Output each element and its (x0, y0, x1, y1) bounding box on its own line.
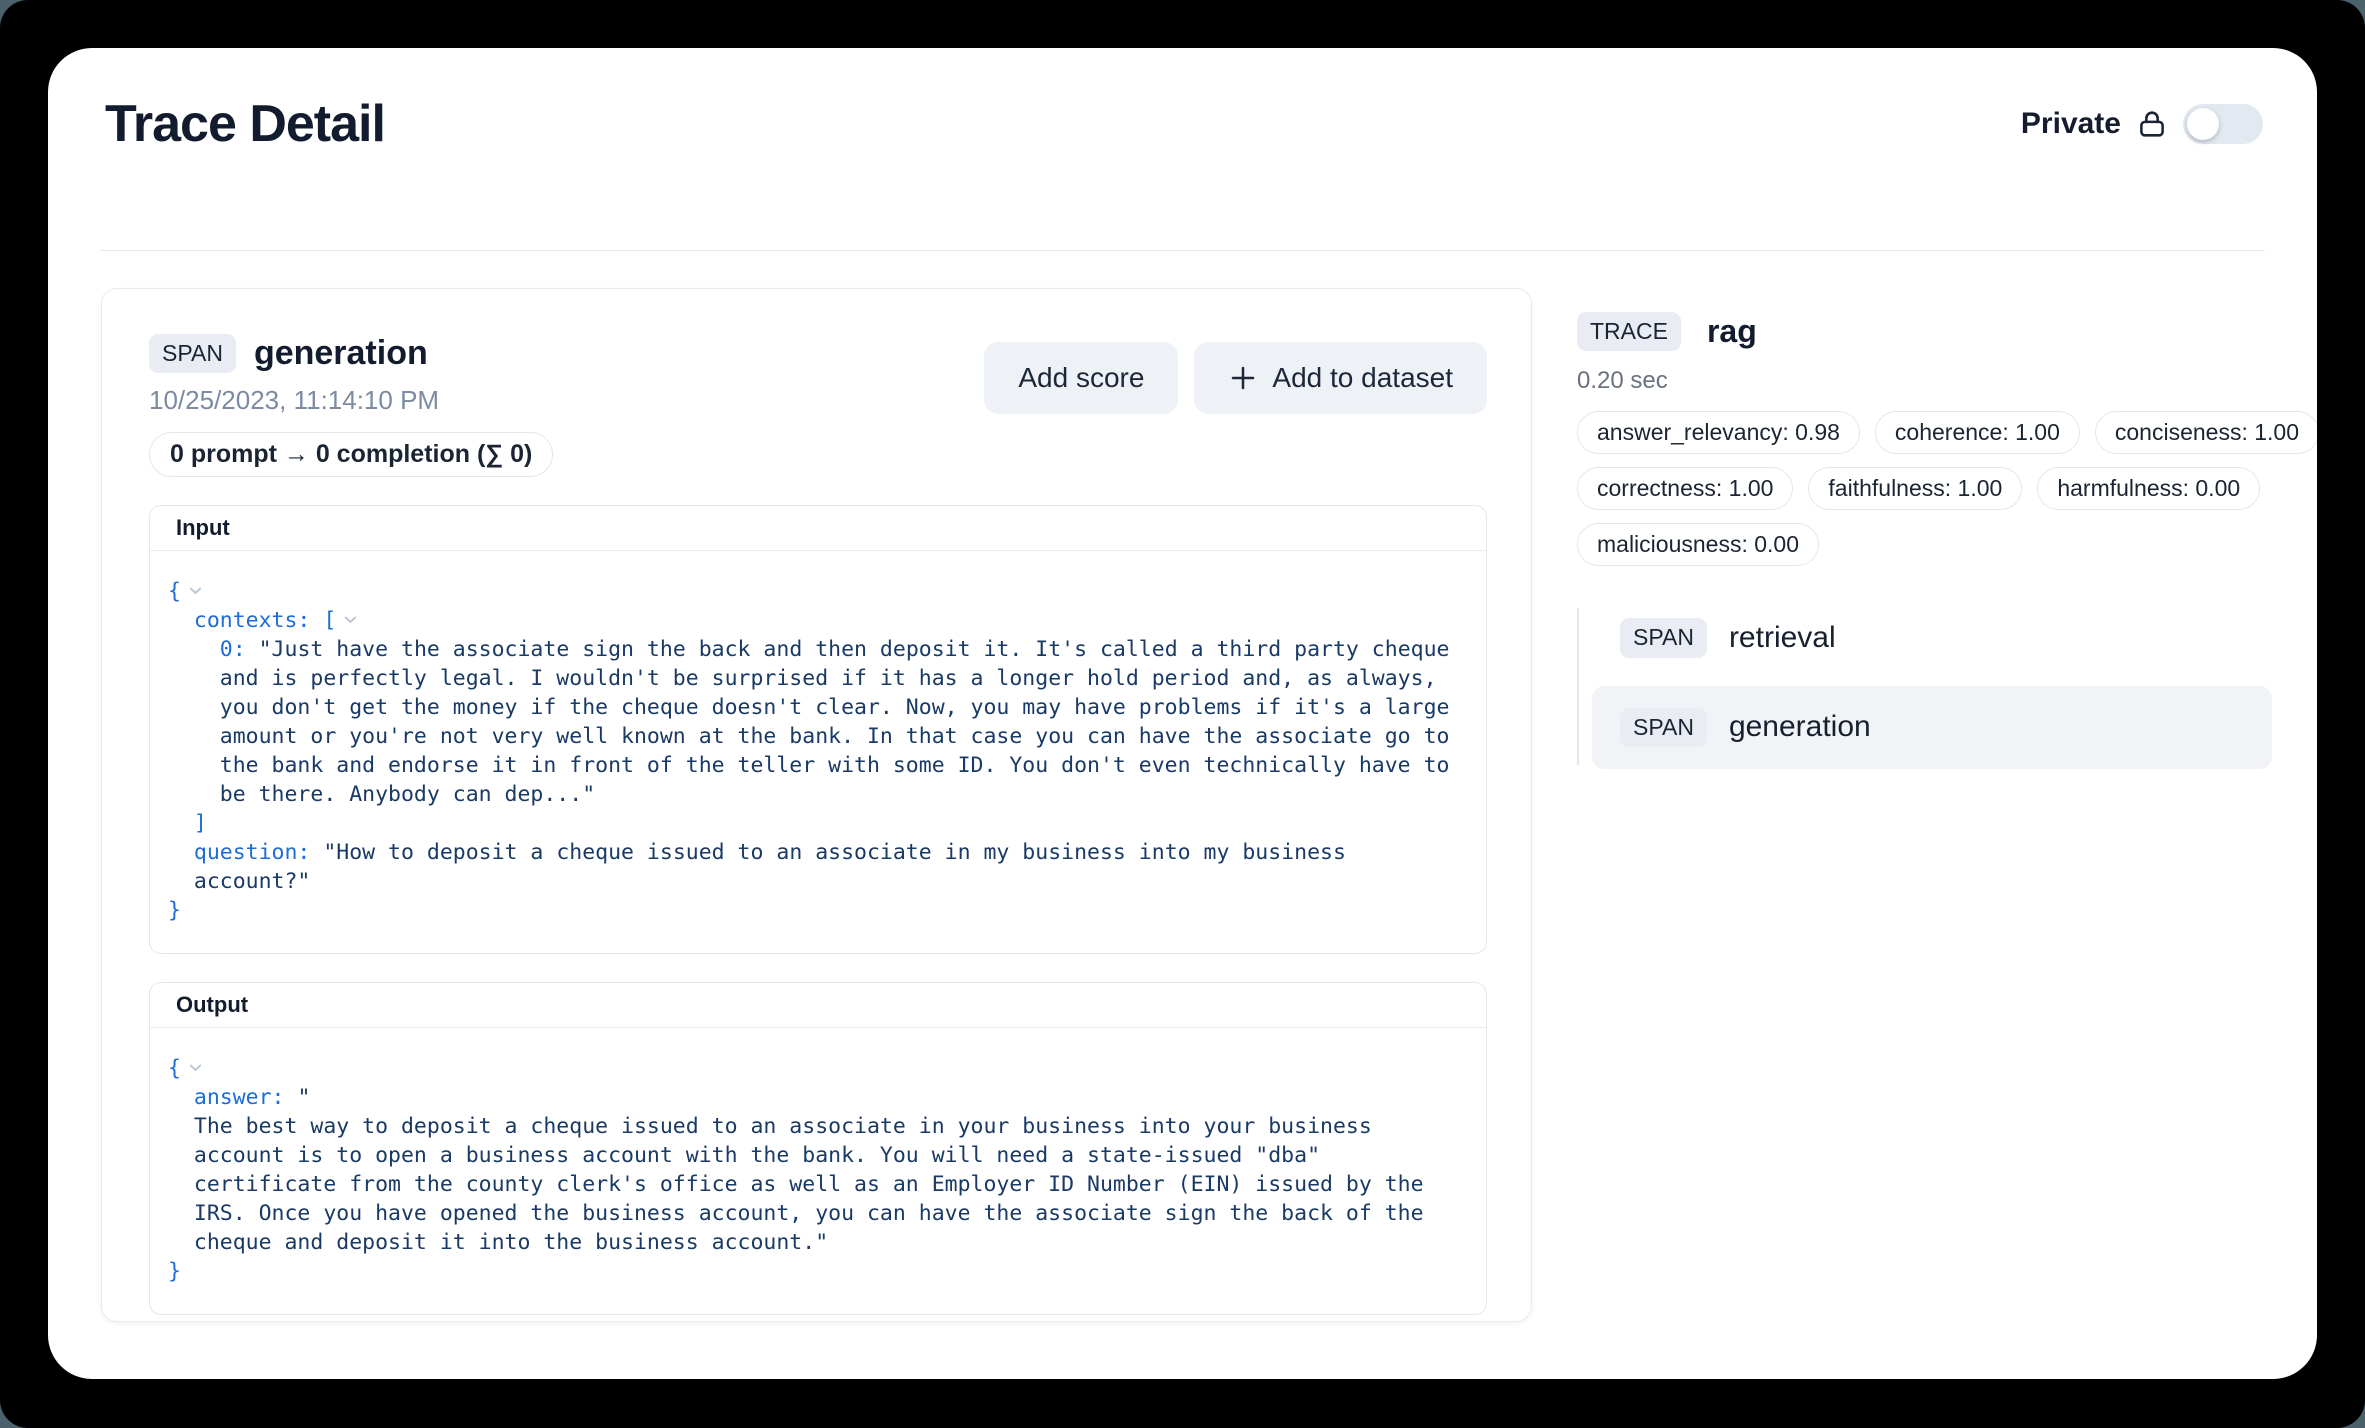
json-bracket: [ (323, 608, 337, 634)
span-type-badge: SPAN (1620, 708, 1707, 747)
score-badge: coherence: 1.00 (1875, 411, 2080, 454)
span-detail-header-left (149, 334, 553, 477)
add-to-dataset-button[interactable] (1194, 342, 1487, 414)
json-bracket: ] (193, 811, 207, 837)
json-line (168, 1054, 1462, 1083)
trace-scores (1577, 411, 2317, 566)
input-panel-title: Input (150, 506, 1486, 551)
output-panel (149, 982, 1487, 1315)
input-panel (149, 505, 1487, 954)
json-key-0: 0: (219, 637, 259, 663)
json-brace: } (168, 898, 181, 924)
score-badge: faithfulness: 1.00 (1808, 467, 2022, 510)
chevron-down-icon[interactable] (341, 610, 360, 629)
span-item-generation[interactable] (1592, 686, 2272, 769)
score-badge: conciseness: 1.00 (2095, 411, 2317, 454)
chevron-down-icon[interactable] (186, 581, 205, 600)
json-brace: { (168, 1056, 181, 1082)
json-line (168, 606, 1462, 635)
toggle-knob (2187, 108, 2219, 140)
private-label: Private (2020, 107, 2121, 140)
span-type-badge: SPAN (149, 334, 236, 373)
private-toggle[interactable] (2183, 104, 2263, 144)
score-badge: correctness: 1.00 (1577, 467, 1793, 510)
json-line (168, 577, 1462, 606)
trace-name: rag (1706, 313, 1757, 350)
json-line-answer-text (168, 1112, 1462, 1257)
json-line-answer-key (168, 1083, 1462, 1112)
top-bar (105, 92, 2263, 156)
json-line (168, 1257, 1462, 1286)
span-item-label: retrieval (1728, 620, 1836, 654)
json-key-question: question: (193, 840, 324, 866)
output-panel-title: Output (150, 983, 1486, 1028)
chevron-down-icon[interactable] (186, 1058, 205, 1077)
page-title: Trace Detail (105, 95, 385, 153)
json-brace: { (168, 579, 181, 605)
span-actions (984, 342, 1487, 414)
trace-type-badge: TRACE (1577, 312, 1681, 351)
trace-duration: 0.20 sec (1577, 367, 1668, 395)
json-line-question (168, 838, 1462, 896)
score-badge: answer_relevancy: 0.98 (1577, 411, 1860, 454)
score-badge: harmfulness: 0.00 (2037, 467, 2260, 510)
input-json-viewer (150, 551, 1486, 953)
add-to-dataset-label: Add to dataset (1272, 362, 1453, 393)
score-badge: maliciousness: 0.00 (1577, 523, 1819, 566)
token-usage-pill: 0 prompt → 0 completion (∑ 0) (149, 432, 553, 477)
span-detail-card (101, 288, 1532, 1322)
span-title: generation (253, 334, 428, 373)
json-brace: } (168, 1259, 181, 1285)
header-divider (100, 250, 2265, 251)
add-score-label: Add score (1018, 362, 1145, 393)
json-key-answer: answer: (193, 1085, 298, 1111)
json-string-answer: The best way to deposit a cheque issued to an associate in your business into your business account is to open a business account with the bank. You will need a state-issued "dba" certificate from the county clerk's office as well as an Employer ID Number (EIN) issued by the IRS. Once you have opened the business account, you can have the associate sign the back of the cheque and deposit it into the business account." (193, 1114, 1437, 1256)
trace-tree-sidebar (1577, 312, 2317, 769)
json-line-context-0 (168, 635, 1462, 809)
content-area (101, 288, 2317, 1379)
output-json-viewer (150, 1028, 1486, 1314)
plus-icon (1228, 363, 1258, 393)
span-item-label: generation (1728, 710, 1871, 744)
tree-indent-line (1577, 608, 1579, 765)
json-line (168, 809, 1462, 838)
json-quote: " (297, 1085, 311, 1111)
span-detail-header (149, 334, 1487, 477)
span-type-badge: SPAN (1620, 618, 1707, 657)
span-tree (1577, 604, 2317, 769)
span-timestamp: 10/25/2023, 11:14:10 PM (149, 385, 440, 416)
lock-icon (2135, 107, 2169, 141)
json-key-contexts: contexts: (193, 608, 324, 634)
json-string-context: "Just have the associate sign the back and then deposit it. It's called a third party cheque and is perfectly legal. I wouldn't be surprised if it has a longer hold period and, as always, you don't get the money if the cheque doesn't clear. Now, you may have problems if it's a large amount or you're not very well known at the bank. In that case you can have the associate go to the bank and endorse it in front of the teller with some ID. You don't even technically have to be there. Anybody can dep..." (219, 637, 1463, 808)
json-line (168, 896, 1462, 925)
app-window (48, 48, 2317, 1379)
span-item-retrieval[interactable] (1592, 604, 2272, 671)
trace-header-row[interactable] (1577, 312, 2317, 351)
add-score-button[interactable] (984, 342, 1178, 414)
private-visibility-control (2021, 104, 2263, 144)
json-string-question: "How to deposit a cheque issued to an associate in my business into my business account?" (193, 840, 1359, 895)
